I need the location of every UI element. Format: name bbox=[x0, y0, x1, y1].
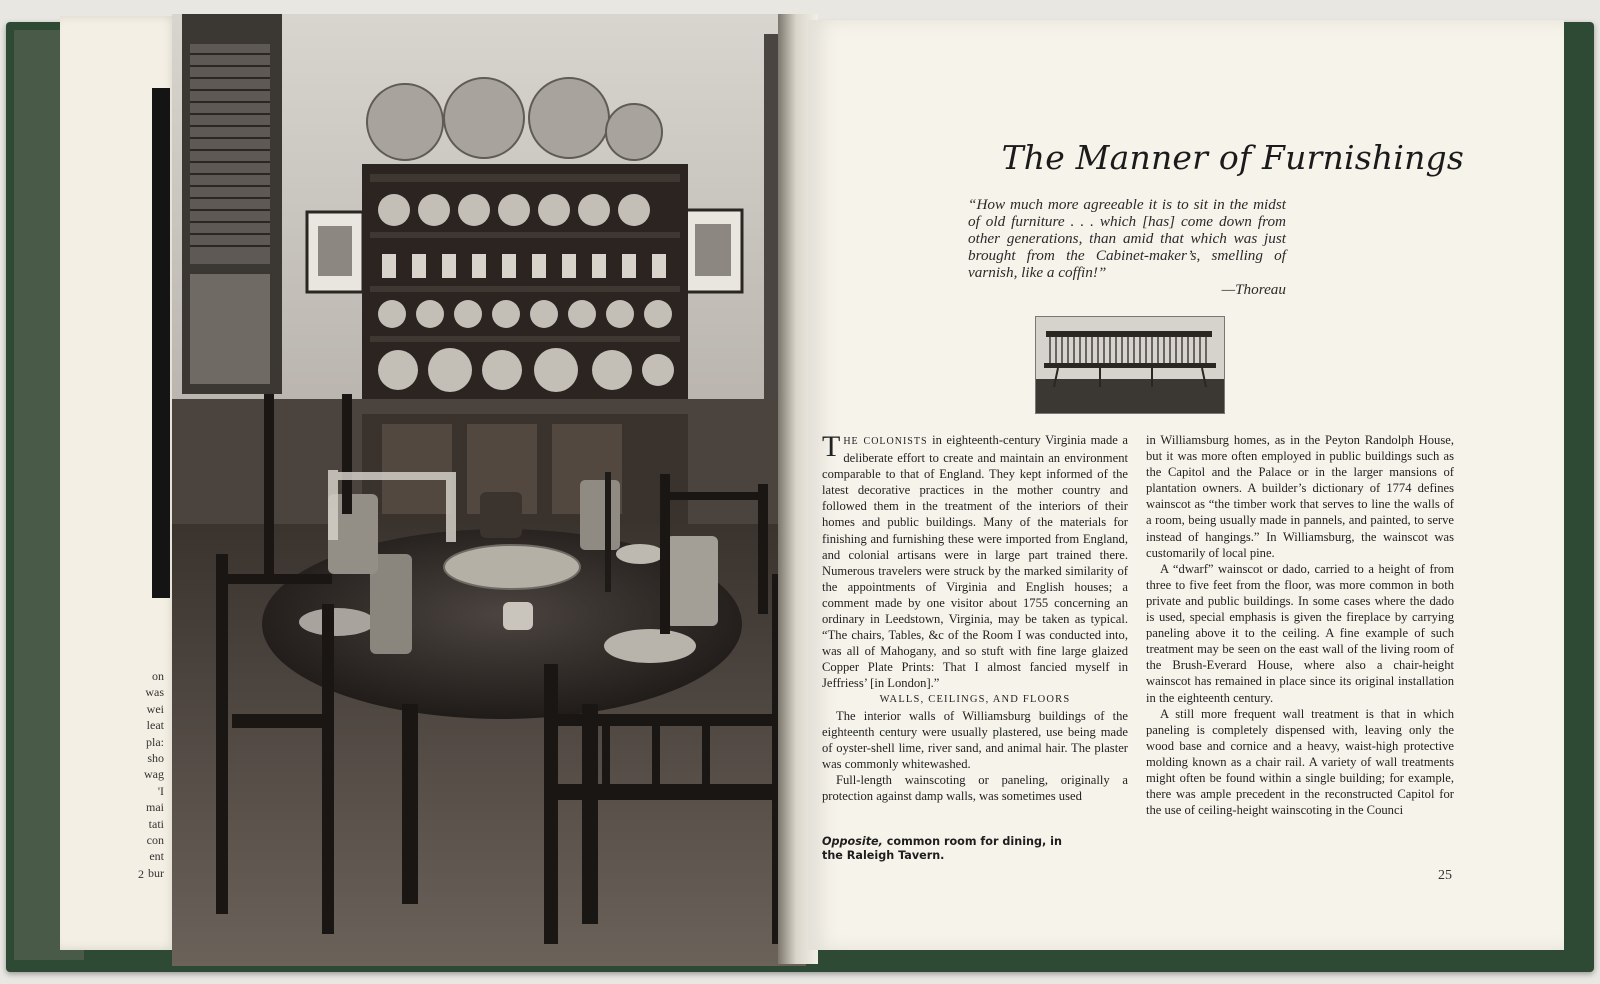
page-number: 2 bbox=[138, 867, 144, 881]
settee-photo bbox=[1035, 316, 1225, 414]
turned-page bbox=[60, 16, 178, 950]
text-fragment: ent bbox=[149, 849, 164, 864]
text-fragment: sho bbox=[147, 750, 164, 765]
epigraph bbox=[968, 196, 1286, 298]
opening-small-caps: HE COLONISTS bbox=[843, 436, 928, 447]
text-fragment: tati bbox=[148, 816, 164, 831]
photo-caption bbox=[822, 835, 1062, 863]
epigraph-attribution: —Thoreau bbox=[1221, 281, 1286, 298]
body-paragraph: in Williamsburg homes, as in the Peyton Randolph House, but it was more often employed in public buildings such as the Capitol and the Palace or in the larger mansions of plantation owners. A builder’s dictionary of 1774 defines wainscot as “the timber work that serves to line the walls of a room, being usually made in pannels, and painted, to serve instead of hangings.” In Williamsburg, the wainscot was customarily of local pine. bbox=[1146, 433, 1454, 560]
opening-paragraph bbox=[822, 432, 1128, 692]
section-subheading: WALLS, CEILINGS, AND FLOORS bbox=[879, 693, 1071, 705]
text-fragment: 'I bbox=[157, 783, 164, 798]
text-fragment: bur bbox=[148, 865, 164, 880]
text-fragment: con bbox=[146, 832, 164, 847]
chapter-title: The Manner of Furnishings bbox=[1001, 138, 1464, 177]
text-fragment: was bbox=[145, 685, 164, 700]
text-fragment: wei bbox=[146, 701, 164, 716]
text-fragment: on bbox=[152, 669, 164, 683]
opening-text: in eighteenth-century Virginia made a deliberate effort to create and maintain an environment comparable to that of England. They kept informed of the latest decorative practices in the mother country and followed them in the treatment of the interiors of their homes and public buildings. Many of the materials for finishing and furnishing these were imported from England, and colonial artisans were in large part trained there. Numerous travelers were struck by the marked similarity of the appointments of Virginia and English houses; a comment made by one visitor about 1755 concerning an ordinary in Leedstown, Virginia, may be taken as typical. “The chairs, Tables, &c of the Room I was conducted into, was all of Mahogany, and so stuft with fine large glaized Copper Plate Prints: That I almost fancied myself in Jeffriess’ [in London].” bbox=[822, 433, 1128, 691]
text-fragment: leat bbox=[146, 718, 164, 733]
photo-edge-strip bbox=[152, 88, 170, 598]
dining-room-photo bbox=[172, 14, 806, 966]
body-paragraph: Full-length wainscoting or paneling, originally a protection against damp walls, was sometimes used bbox=[822, 772, 1128, 804]
text-fragments bbox=[122, 668, 164, 881]
epigraph-quote: “How much more agreeable it is to sit in the midst of old furniture . . . which [has] come down from other generations, than amid that which was just brought from the Cabinet-maker’s, smelling of varnish, like a coffin!” bbox=[968, 196, 1286, 281]
text-fragment: mai bbox=[146, 800, 164, 815]
text-column-right bbox=[1146, 432, 1454, 818]
right-page bbox=[808, 20, 1564, 950]
body-paragraph: A “dwarf” wainscot or dado, carried to a height of from three to five feet from the floor, was more common in both private and public buildings. In some cases where the dado is used, special emphasis is given the fireplace by carrying paneling above it to the ceiling. A fine example of such treatment may be seen on the east wall of the living room of the Brush-Everard House, where also a chair-height wainscot has remained in place since its original installation in the eighteenth century. bbox=[1146, 561, 1454, 705]
text-fragment: pla: bbox=[146, 734, 164, 749]
text-fragment: wag bbox=[144, 767, 164, 782]
caption-emphasis: Opposite, bbox=[822, 835, 883, 848]
text-column-left bbox=[822, 432, 1128, 804]
body-paragraph: The interior walls of Williamsburg buildings of the eighteenth century were usually plastered, use being made of oyster-shell lime, river sand, and animal hair. The plaster was commonly whitewashed. bbox=[822, 708, 1128, 771]
body-paragraph: A still more frequent wall treatment is that in which paneling is completely dispensed with, leaving only the wood base and cornice and a heavy, waist-high protective molding known as a chair rail. A variety of wall treatments might often be found within a single building; for example, there was ample precedent in the reconstructed Capitol for the use of ceiling-height wainscoting in the Counci bbox=[1146, 706, 1454, 818]
caption-text: common room for dining, in the Raleigh Tavern. bbox=[822, 835, 1062, 862]
page-number: 25 bbox=[1438, 868, 1452, 883]
drop-cap: T bbox=[822, 430, 841, 463]
